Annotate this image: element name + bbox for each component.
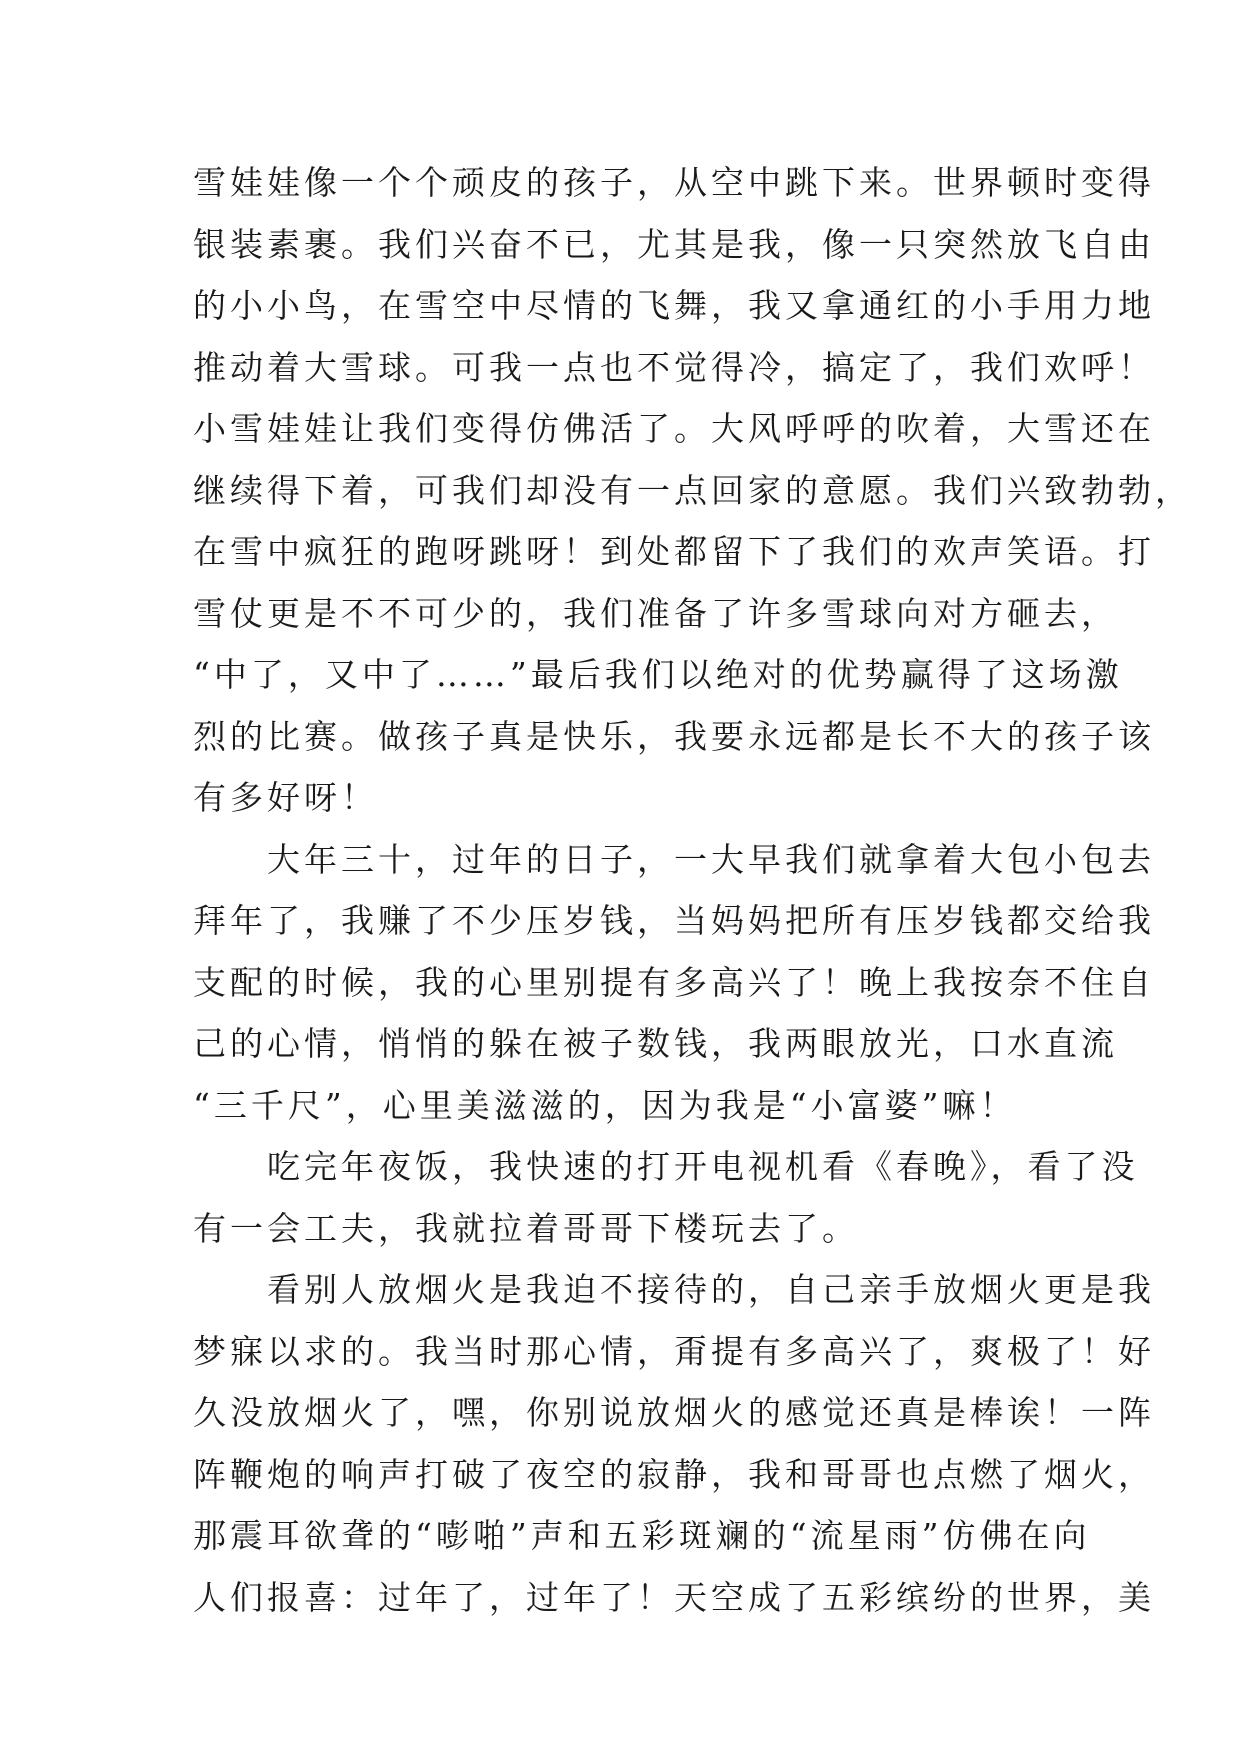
- text-line: 雪娃娃像一个个顽皮的孩子，从空中跳下来。世界顿时变得: [193, 163, 1155, 202]
- text-line: 人们报喜：过年了，过年了！天空成了五彩缤纷的世界，美: [193, 1577, 1155, 1617]
- text-line: “中了，又中了……”最后我们以绝对的优势赢得了这场激: [193, 655, 1123, 694]
- body-text: [193, 152, 1192, 1628]
- text-line: 支配的时候，我的心里别提有多高兴了！晚上我按奈不住自: [193, 962, 1155, 1002]
- text-line: 有多好呀！: [193, 778, 378, 817]
- text-line: 在雪中疯狂的跑呀跳呀！到处都留下了我们的欢声笑语。打: [193, 532, 1155, 571]
- text-line: 雪仗更是不不可少的，我们准备了许多雪球向对方砸去，: [193, 593, 1118, 633]
- text-line: 拜年了，我赚了不少压岁钱，当妈妈把所有压岁钱都交给我: [193, 901, 1155, 940]
- text-line: 银装素裹。我们兴奋不已，尤其是我，像一只突然放飞自由: [193, 224, 1155, 264]
- text-line: 烈的比赛。做孩子真是快乐，我要永远都是长不大的孩子该: [193, 716, 1155, 756]
- text-line: 阵鞭炮的响声打破了夜空的寂静，我和哥哥也点燃了烟火，: [193, 1454, 1155, 1494]
- text-line: 大年三十，过年的日子，一大早我们就拿着大包小包去: [193, 839, 1155, 879]
- text-line: 梦寐以求的。我当时那心情，甭提有多高兴了，爽极了！好: [193, 1331, 1155, 1371]
- text-line: 推动着大雪球。可我一点也不觉得冷，搞定了，我们欢呼！: [193, 347, 1155, 387]
- text-line: 看别人放烟火是我迫不接待的，自己亲手放烟火更是我: [193, 1270, 1155, 1309]
- text-line: 己的心情，悄悄的躲在被子数钱，我两眼放光，口水直流: [193, 1024, 1118, 1063]
- text-line: “三千尺”，心里美滋滋的，因为我是“小富婆”嘛！: [193, 1085, 1017, 1125]
- text-line: 继续得下着，可我们却没有一点回家的意愿。我们兴致勃勃，: [193, 470, 1192, 510]
- text-line: 有一会工夫，我就拉着哥哥下楼玩去了。: [193, 1208, 859, 1248]
- text-line: 久没放烟火了，嘿，你别说放烟火的感觉还真是棒诶！一阵: [193, 1393, 1155, 1432]
- text-line: 的小小鸟，在雪空中尽情的飞舞，我又拿通红的小手用力地: [193, 286, 1155, 325]
- text-line: 吃完年夜饭，我快速的打开电视机看《春晚》，看了没: [193, 1147, 1139, 1186]
- text-line: 那震耳欲聋的“嘭啪”声和五彩斑斓的“流星雨”仿佛在向: [193, 1516, 1091, 1555]
- text-line: 小雪娃娃让我们变得仿佛活了。大风呼呼的吹着，大雪还在: [193, 409, 1155, 448]
